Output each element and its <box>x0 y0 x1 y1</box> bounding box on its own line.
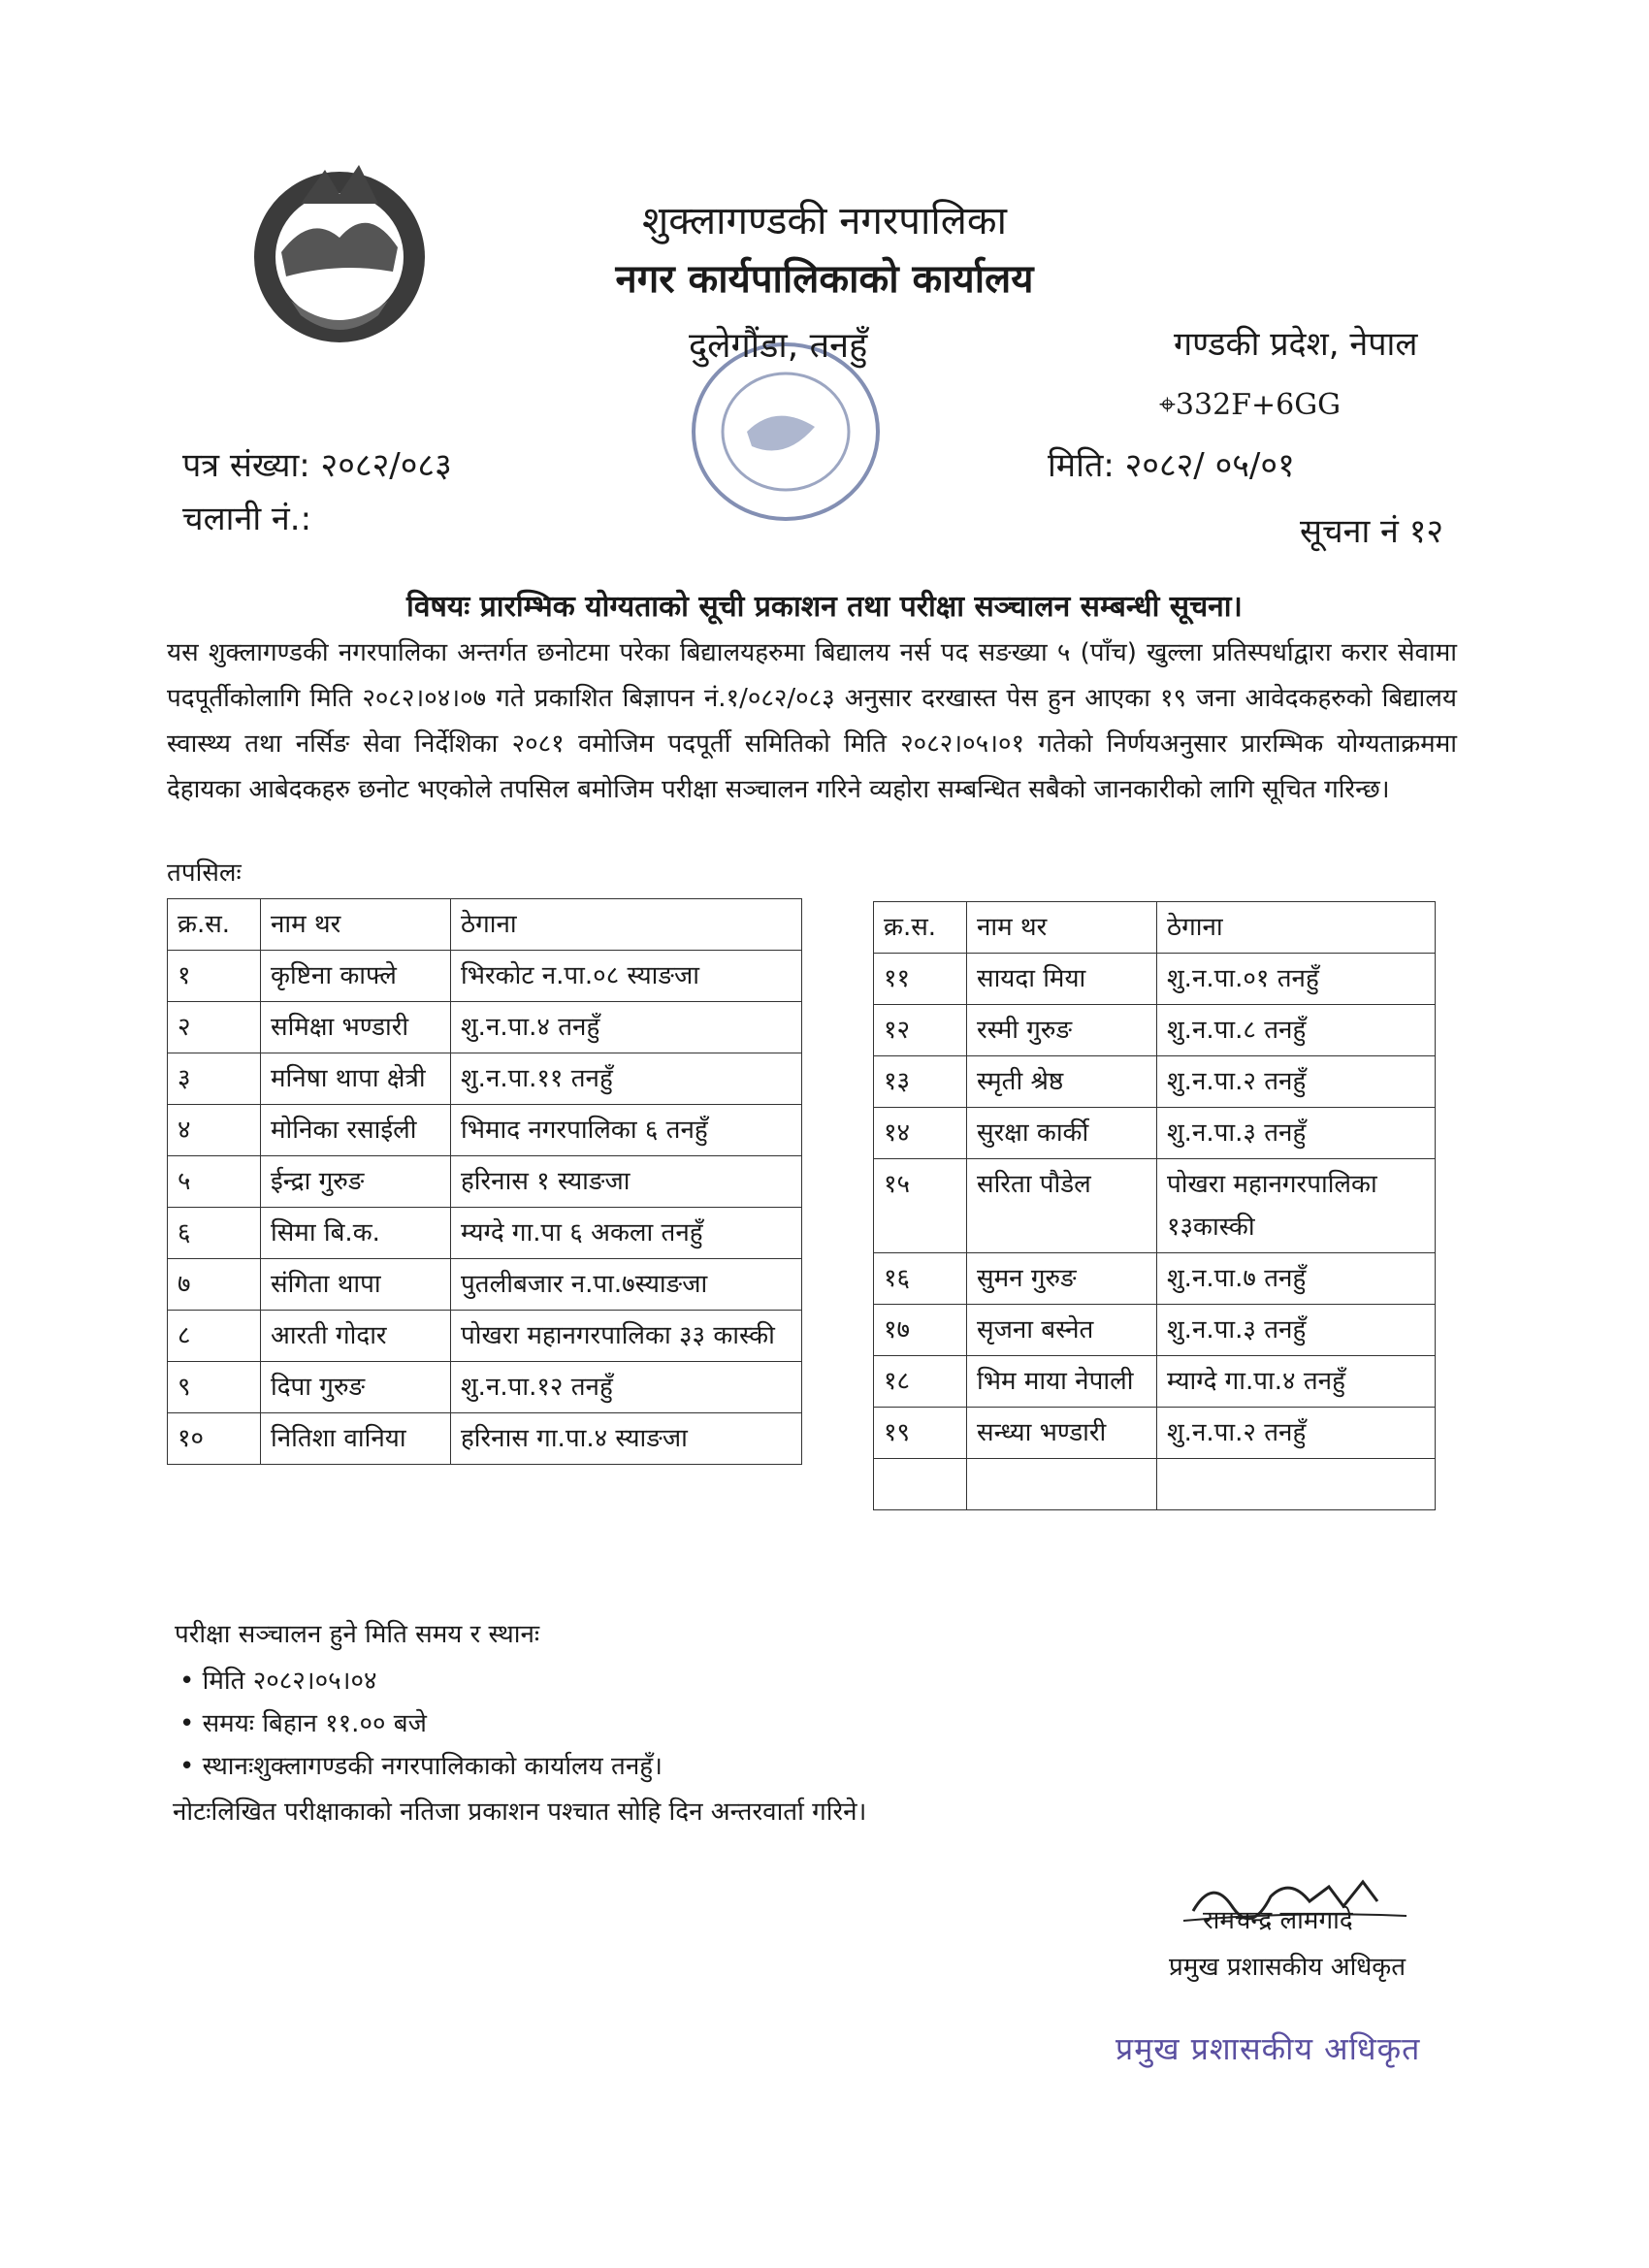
cell-serial: १९ <box>874 1408 967 1459</box>
cell-address: भिमाद नगरपालिका ६ तनहुँ <box>451 1105 802 1156</box>
cell-serial: ११ <box>874 954 967 1005</box>
table-header-row <box>168 899 802 951</box>
cell-serial: १८ <box>874 1356 967 1408</box>
cell-address: शु.न.पा.३ तनहुँ <box>1157 1108 1436 1159</box>
cell-name: कृष्टिना काफ्ले <box>261 951 451 1002</box>
cell-serial: ८ <box>168 1311 261 1362</box>
office-name-line2: नगर कार्यपालिकाको कार्यालय <box>615 257 1034 302</box>
cell-name: सुरक्षा कार्की <box>967 1108 1157 1159</box>
cell-name: दिपा गुरुङ <box>261 1362 451 1413</box>
candidate-table-right <box>873 901 1436 1510</box>
cell-address: शु.न.पा.३ तनहुँ <box>1157 1305 1436 1356</box>
table-row <box>168 1259 802 1311</box>
cell-address: शु.न.पा.४ तनहुँ <box>451 1002 802 1053</box>
cell-address: हरिनास १ स्याङजा <box>451 1156 802 1208</box>
cell-address: शु.न.पा.२ तनहुँ <box>1157 1408 1436 1459</box>
cell-address: शु.न.पा.७ तनहुँ <box>1157 1253 1436 1305</box>
letter-date: मिति: २०८२/ ०५/०१ <box>1048 446 1295 485</box>
notice-number: सूचना नं १२ <box>1300 512 1444 551</box>
cell-serial <box>874 1459 967 1510</box>
exam-venue: • स्थानःशुक्लागण्डकी नगरपालिकाको कार्यालय तनहुँ। <box>179 1752 663 1781</box>
cell-serial: १४ <box>874 1108 967 1159</box>
table-header-row <box>874 902 1436 954</box>
cell-address: भिरकोट न.पा.०८ स्याङजा <box>451 951 802 1002</box>
exam-note: नोटःलिखित परीक्षाकाको नतिजा प्रकाशन पश्चात सोहि दिन अन्तरवार्ता गरिने। <box>173 1798 867 1827</box>
cell-address: शु.न.पा.८ तनहुँ <box>1157 1005 1436 1056</box>
cell-name: सुमन गुरुङ <box>967 1253 1157 1305</box>
reference-number: पत्र संख्या: २०८२/०८३ <box>182 446 452 485</box>
table-row <box>874 1108 1436 1159</box>
table-row <box>874 1459 1436 1510</box>
cell-address: शु.न.पा.२ तनहुँ <box>1157 1056 1436 1108</box>
table-row <box>168 1156 802 1208</box>
table-row <box>874 1408 1436 1459</box>
cell-name: भिम माया नेपाली <box>967 1356 1157 1408</box>
plus-code: ⌖332F+6GG <box>1159 388 1342 422</box>
cell-address: शु.न.पा.०१ तनहुँ <box>1157 954 1436 1005</box>
office-name-line1: शुक्लागण्डकी नगरपालिका <box>642 199 1007 243</box>
cell-serial: १२ <box>874 1005 967 1056</box>
cell-address: पुतलीबजार न.पा.७स्याङजा <box>451 1259 802 1311</box>
cell-address: शु.न.पा.१२ तनहुँ <box>451 1362 802 1413</box>
table-row <box>874 954 1436 1005</box>
table-row <box>168 951 802 1002</box>
cell-address: पोखरा महानगरपालिका ३३ कास्की <box>451 1311 802 1362</box>
header-serial: क्र.स. <box>874 902 967 954</box>
header-address: ठेगाना <box>451 899 802 951</box>
cell-serial: ७ <box>168 1259 261 1311</box>
cell-address: शु.न.पा.११ तनहुँ <box>451 1053 802 1105</box>
table-row <box>168 1053 802 1105</box>
notice-body: यस शुक्लागण्डकी नगरपालिका अन्तर्गत छनोटमा परेका बिद्यालयहरुमा बिद्यालय नर्स पद सङख्या ५ (पाँच) खुल्ला प्रतिस्पर्धाद्वारा करार सेवामा पदपूर्तीकोलागि मिति २०८२।०४।०७ गते प्रकाशित बिज्ञापन नं.१/०८२/०८३ अनुसार दरखास्त पेस हुन आएका १९ जना आवेदकहरुको बिद्यालय स्वास्थ्य तथा नर्सिङ सेवा निर्देशिका २०८१ वमोजिम पदपूर्ती समितिको मिति २०८२।०५।०१ गतेको निर्णयअनुसार प्रारम्भिक योग्यताक्रममा देहायका आबेदकहरु छनोट भएकोले तपसिल बमोजिम परीक्षा सञ्चालन गरिने व्यहोरा सम्बन्धित सबैको जानकारीको लागि सूचित गरिन्छ। <box>167 638 1457 804</box>
cell-serial: १५ <box>874 1159 967 1253</box>
nepal-emblem-icon <box>233 146 446 359</box>
cell-name: मोनिका रसाईली <box>261 1105 451 1156</box>
province-label: गण्डकी प्रदेश, नेपाल <box>1174 325 1418 364</box>
cell-name: ईन्द्रा गुरुङ <box>261 1156 451 1208</box>
candidate-table-left <box>167 898 802 1465</box>
cell-serial: ६ <box>168 1208 261 1259</box>
cell-name: संगिता थापा <box>261 1259 451 1311</box>
table-row <box>874 1005 1436 1056</box>
exam-time: • समयः बिहान ११.०० बजे <box>179 1709 427 1738</box>
office-location: दुलेगौंडा, तनहुँ <box>689 326 868 366</box>
table-row <box>874 1159 1436 1253</box>
exam-date: • मिति २०८२।०५।०४ <box>179 1667 377 1696</box>
cell-serial: ९ <box>168 1362 261 1413</box>
table-row <box>168 1413 802 1465</box>
cell-name: सिमा बि.क. <box>261 1208 451 1259</box>
cell-name: सरिता पौडेल <box>967 1159 1157 1253</box>
cell-name: नितिशा वानिया <box>261 1413 451 1465</box>
cell-serial: १० <box>168 1413 261 1465</box>
cell-serial: १७ <box>874 1305 967 1356</box>
table-row <box>874 1356 1436 1408</box>
dispatch-number: चलानी नं.: <box>182 500 312 538</box>
table-row <box>874 1305 1436 1356</box>
table-row <box>874 1253 1436 1305</box>
cell-address: पोखरा महानगरपालिका १३कास्की <box>1157 1159 1436 1253</box>
cell-serial: १३ <box>874 1056 967 1108</box>
header-address: ठेगाना <box>1157 902 1436 954</box>
cell-name: आरती गोदार <box>261 1311 451 1362</box>
notice-subject: विषयः प्रारम्भिक योग्यताको सूची प्रकाशन तथा परीक्षा सञ्चालन सम्बन्धी सूचना। <box>406 590 1243 624</box>
signer-designation: प्रमुख प्रशासकीय अधिकृत <box>1169 1953 1406 1982</box>
table-row <box>168 1002 802 1053</box>
cell-address: म्याग्दे गा.पा.४ तनहुँ <box>1157 1356 1436 1408</box>
cell-address <box>1157 1459 1436 1510</box>
cell-serial: १६ <box>874 1253 967 1305</box>
table-row <box>168 1311 802 1362</box>
cell-address: हरिनास गा.पा.४ स्याङजा <box>451 1413 802 1465</box>
cell-address: म्यग्दे गा.पा ६ अकला तनहुँ <box>451 1208 802 1259</box>
cell-serial: १ <box>168 951 261 1002</box>
cell-name: सन्ध्या भण्डारी <box>967 1408 1157 1459</box>
designation-stamp: प्रमुख प्रशासकीय अधिकृत <box>1116 2030 1421 2067</box>
cell-name: रस्मी गुरुङ <box>967 1005 1157 1056</box>
cell-name: समिक्षा भण्डारी <box>261 1002 451 1053</box>
table-row <box>168 1362 802 1413</box>
cell-name <box>967 1459 1157 1510</box>
cell-name: सृजना बस्नेत <box>967 1305 1157 1356</box>
header-name: नाम थर <box>261 899 451 951</box>
cell-serial: २ <box>168 1002 261 1053</box>
header-name: नाम थर <box>967 902 1157 954</box>
cell-name: मनिषा थापा क्षेत्री <box>261 1053 451 1105</box>
cell-name: सायदा मिया <box>967 954 1157 1005</box>
header-serial: क्र.स. <box>168 899 261 951</box>
table-row <box>874 1056 1436 1108</box>
cell-name: स्मृती श्रेष्ठ <box>967 1056 1157 1108</box>
cell-serial: ३ <box>168 1053 261 1105</box>
cell-serial: ४ <box>168 1105 261 1156</box>
cell-serial: ५ <box>168 1156 261 1208</box>
table-row <box>168 1208 802 1259</box>
tapasil-label: तपसिलः <box>167 859 242 888</box>
exam-schedule-heading: परीक्षा सञ्चालन हुने मिति समय र स्थानः <box>175 1620 540 1649</box>
signer-name: रामचन्द्र लामगादे <box>1203 1906 1353 1935</box>
table-row <box>168 1105 802 1156</box>
